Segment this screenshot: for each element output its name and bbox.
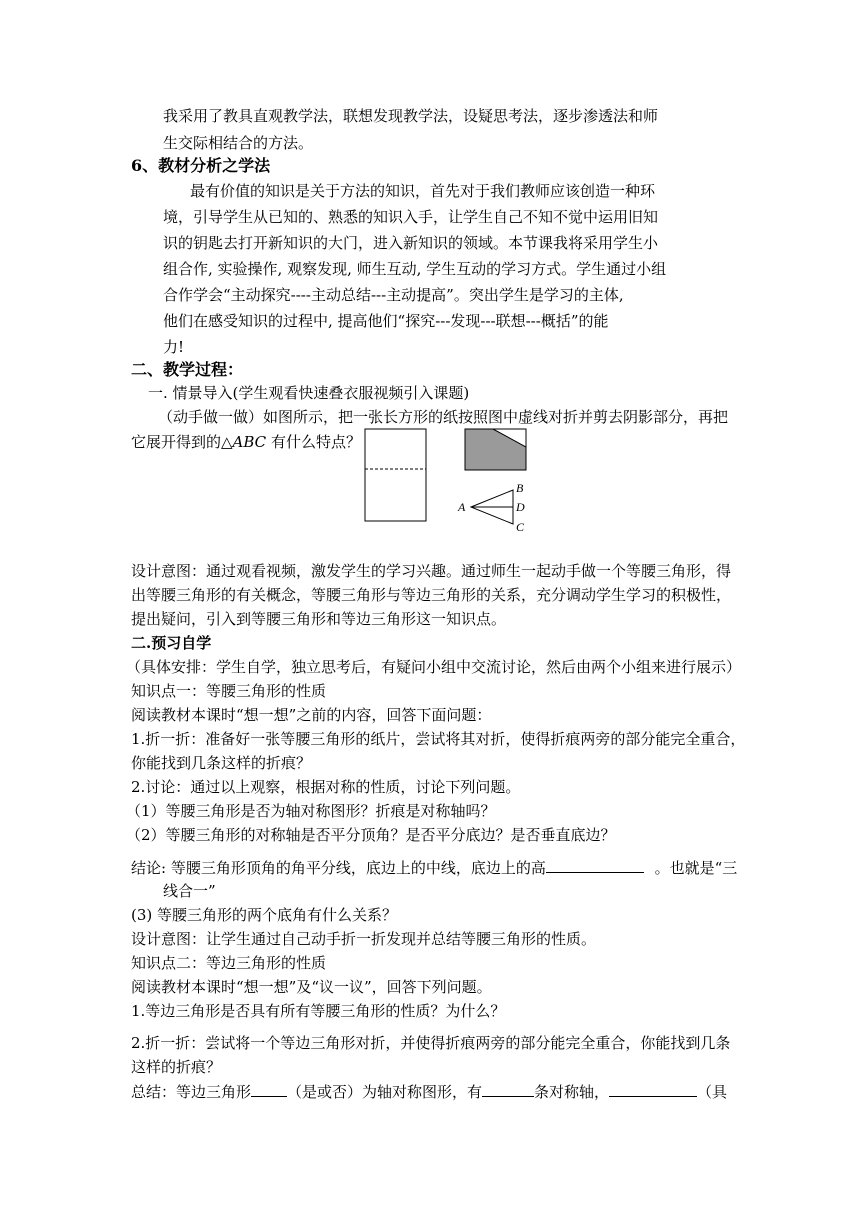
para-learning-line-5: 合作学会“主动探究----主动总结---主动提高”。突出学生是学习的主体, [163, 286, 624, 304]
paper-rectangle [365, 429, 426, 521]
equilateral-question-1: 1.等边三角形是否具有所有等腰三角形的性质？为什么？ [131, 1002, 506, 1020]
design-intent-line-3: 提出疑问，引入到等腰三角形和等边三角形这一知识点。 [131, 610, 507, 628]
question-discuss-2: （2）等腰三角形的对称轴是否平分顶角？是否平分底边？是否垂直底边？ [126, 826, 616, 844]
answer-blank-specific[interactable] [609, 1081, 697, 1097]
conclusion-text: 结论: 等腰三角形顶角的角平分线，底边上的中线，底边上的高 [131, 859, 546, 877]
folding-figure [0, 420, 860, 560]
para-learning-line-3: 识的钥匙去打开新知识的大门，进入新知识的领域。本节课我将采用学生小 [163, 234, 659, 252]
design-intent-line-2: 出等腰三角形的有关概念，等腰三角形与等边三角形的关系，充分调动学生学习的积极性， [131, 586, 732, 604]
equilateral-question-2-line-2: 这样的折痕？ [131, 1058, 222, 1076]
question-discuss: 2.讨论：通过以上观察，根据对称的性质，讨论下列问题。 [131, 778, 521, 796]
question-base-angles: (3) 等腰三角形的两个底角有什么关系？ [131, 906, 398, 924]
design-intent-line-1: 设计意图：通过观看视频，激发学生的学习兴趣。通过师生一起动手做一个等腰三角形，得 [131, 562, 732, 580]
para-method-line-1: 我采用了教具直观教学法，联想发现教学法，设疑思考法，逐步渗透法和师 [163, 107, 659, 125]
activity-text: 它展开得到的△ [131, 433, 233, 451]
summary-text-a: 总结：等边三角形 [131, 1083, 252, 1101]
summary-line [131, 1081, 727, 1102]
answer-blank-yes-no[interactable] [251, 1081, 287, 1097]
arrangement-note: （具体安排：学生自学，独立思考后，有疑问小组中交流讨论，然后由两个小组来进行展示） [126, 658, 742, 676]
conclusion-line-1 [131, 857, 737, 878]
para-method-line-2: 生交际相结合的方法。 [163, 134, 314, 152]
summary-text-d: （具 [697, 1083, 728, 1101]
knowledge-point-2: 知识点二：等边三角形的性质 [131, 954, 327, 972]
question-fold-line-2: 你能找到几条这样的折痕？ [131, 754, 312, 772]
answer-blank-axis-count[interactable] [482, 1081, 534, 1097]
para-learning-line-1: 最有价值的知识是关于方法的知识，首先对于我们教师应该创造一种环 [190, 182, 656, 200]
heading-teaching-process: 二、教学过程： [131, 360, 244, 379]
heading-learning-method: 6、教材分析之学法 [131, 156, 271, 175]
label-a: A [458, 500, 466, 514]
reading-instruction-1: 阅读教材本课时“想一想”之前的内容，回答下面问题： [131, 706, 492, 724]
equilateral-question-2-line-1: 2.折一折：尝试将一个等边三角形对折，并使得折痕两旁的部分能完全重合，你能找到几条 [131, 1034, 731, 1052]
para-learning-line-2: 境，引导学生从已知的、熟悉的知识入手，让学生自己不知不觉中运用旧知 [163, 208, 659, 226]
para-learning-line-7: 力! [163, 338, 185, 356]
answer-blank-1[interactable] [546, 857, 644, 873]
reading-instruction-2: 阅读教材本课时“想一想”及“议一议”，回答下列问题。 [131, 978, 492, 996]
design-intent-2: 设计意图：让学生通过自己动手折一折发现并总结等腰三角形的性质。 [131, 930, 597, 948]
question-discuss-1: （1）等腰三角形是否为轴对称图形？折痕是对称轴吗？ [126, 802, 496, 820]
label-d: D [516, 500, 525, 514]
shaded-cut-region [465, 429, 526, 470]
triangle-abc-label: ABC [232, 433, 267, 451]
activity-line-1: （动手做一做）如图所示，把一张长方形的纸按照图中虚线对折并剪去阴影部分，再把 [158, 408, 729, 426]
subheading-scene-intro: 一. 情景导入(学生观看快速叠衣服视频引入课题) [148, 384, 470, 402]
activity-question: 有什么特点？ [266, 433, 361, 451]
label-b: B [516, 481, 524, 495]
para-learning-line-6: 他们在感受知识的过程中, 提高他们“探究---发现---联想---概括”的能 [163, 312, 609, 330]
para-learning-line-4: 组合作, 实验操作, 观察发现, 师生互动, 学生互动的学习方式。学生通过小组 [163, 260, 667, 278]
summary-text-c: 条对称轴， [534, 1083, 610, 1101]
summary-text-b: （是或否）为轴对称图形，有 [287, 1083, 483, 1101]
subheading-preview: 二.预习自学 [131, 634, 212, 652]
knowledge-point-1: 知识点一：等腰三角形的性质 [131, 682, 327, 700]
conclusion-suffix: 。也就是“三 [649, 859, 738, 877]
label-c: C [516, 520, 525, 534]
conclusion-line-2: 线合一” [163, 882, 216, 900]
question-fold-line-1: 1.折一折：准备好一张等腰三角形的纸片，尝试将其对折，使得折痕两旁的部分能完全重合， [131, 730, 746, 748]
